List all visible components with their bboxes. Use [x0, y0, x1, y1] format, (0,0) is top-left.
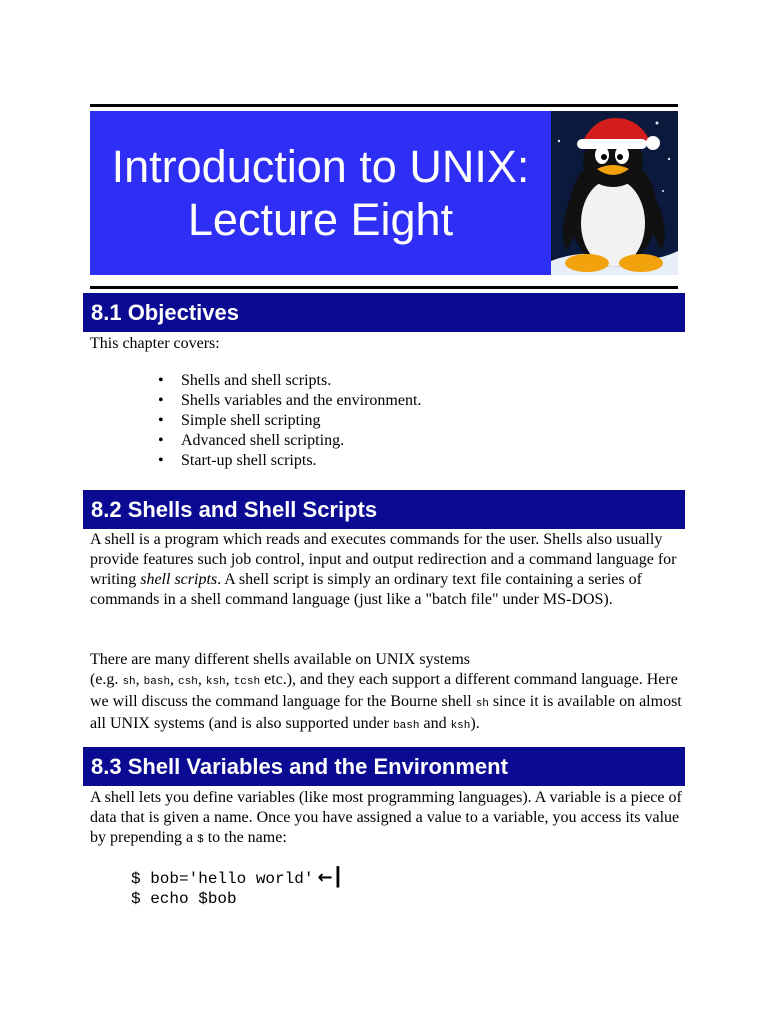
- title-line-2: Lecture Eight: [187, 194, 454, 245]
- title-banner: [90, 111, 551, 275]
- objectives-intro: This chapter covers:: [90, 335, 220, 352]
- title-bottom-rule: [90, 286, 678, 289]
- shell-name-ksh: ksh: [205, 676, 226, 688]
- inline-code-sh: sh: [475, 698, 489, 710]
- list-item: • Advanced shell scripting.: [158, 431, 421, 451]
- shell-name-bash: bash: [143, 676, 171, 688]
- code-line-2: $ echo $bob: [131, 890, 237, 908]
- shells-paragraph-2: There are many different shells available on UNIX systems (e.g. sh, bash, csh, ksh, tcsh etc.), and they each support a different command language. Here we will discuss the command language for the Bourne shell sh since it is available on almost all UNIX systems (and is also supported under bash and ksh).: [90, 651, 682, 732]
- list-item: • Simple shell scripting: [158, 411, 421, 431]
- return-arrow-icon: ←┃: [317, 867, 344, 888]
- section-heading-8-3: 8.3 Shell Variables and the Environment: [83, 747, 685, 786]
- shell-name-csh: csh: [178, 676, 198, 688]
- section-heading-8-1: 8.1 Objectives: [83, 293, 685, 332]
- inline-code-dollar: $: [197, 834, 204, 846]
- section-heading-8-2: 8.2 Shells and Shell Scripts: [83, 490, 685, 529]
- list-item: • Shells and shell scripts.: [158, 371, 421, 391]
- title-top-rule: [90, 104, 678, 107]
- inline-code-ksh: ksh: [450, 720, 471, 732]
- list-item: • Start-up shell scripts.: [158, 451, 421, 471]
- list-item: • Shells variables and the environment.: [158, 391, 421, 411]
- shell-name-sh: sh: [122, 676, 136, 688]
- emphasis-shell-scripts: shell scripts: [140, 571, 218, 588]
- variables-paragraph: A shell lets you define variables (like most programming languages). A variable is a piece of data that is given a name. Once you have assigned a value to a variable, you access its value by prepending a $ to the name:: [90, 789, 682, 846]
- title-line-1: Introduction to UNIX:: [111, 141, 530, 192]
- tux-penguin-santa-hat-icon: [551, 111, 678, 275]
- inline-code-bash: bash: [393, 720, 420, 732]
- objectives-list: [158, 371, 421, 471]
- shells-paragraph-1: A shell is a program which reads and executes commands for the user. Shells also usually provide features such job control, input and output redirection and a command language for writing shell scripts. A shell script is simply an ordinary text file containing a series of commands in a shell command language (just like a "batch file" under MS-DOS).: [90, 531, 677, 608]
- code-line-1: $ bob='hello world' ←┃: [131, 867, 344, 888]
- shell-name-tcsh: tcsh: [233, 676, 261, 688]
